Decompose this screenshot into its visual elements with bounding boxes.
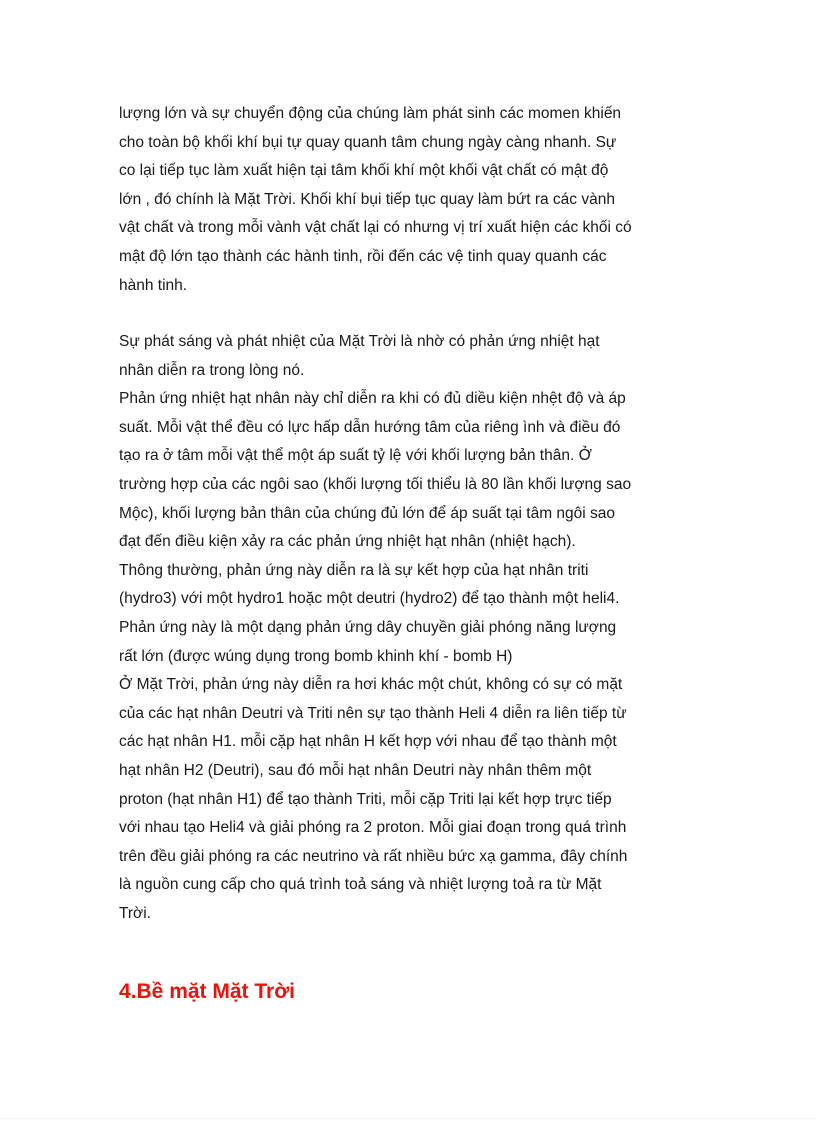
paragraph-line: proton (hạt nhân H1) để tạo thành Triti, mỗi cặp Triti lại kết hợp trực tiếp xyxy=(119,790,612,808)
paragraph-line: hạt nhân H2 (Deutri), sau đó mỗi hạt nhân Deutri này nhân thêm một xyxy=(119,761,592,779)
paragraph-formation xyxy=(119,100,699,300)
paragraph-line: với nhau tạo Heli4 và giải phóng ra 2 proton. Mỗi giai đoạn trong quá trình xyxy=(119,819,627,837)
paragraph-line: lượng lớn và sự chuyển động của chúng làm phát sinh các momen khiến xyxy=(119,105,622,122)
paragraph-line: Phản ứng này là một dạng phản ứng dây chuyền giải phóng năng lượng xyxy=(119,618,617,636)
paragraph-line: nhân diễn ra trong lòng nó. xyxy=(119,361,305,379)
paragraph-line: vật chất và trong mỗi vành vật chất lại có nhưng vị trí xuất hiện các khối có xyxy=(119,219,632,237)
paragraph-line: các hạt nhân H1. mỗi cặp hạt nhân H kết hợp với nhau để tạo thành một xyxy=(119,733,617,751)
paragraph-line: Sự phát sáng và phát nhiệt của Mặt Trời là nhờ có phản ứng nhiệt hạt xyxy=(119,333,600,350)
paragraph-line: co lại tiếp tục làm xuất hiện tại tâm khối khí một khối vật chất có mật độ xyxy=(119,162,609,180)
section-heading: 4.Bề mặt Mặt Trời xyxy=(119,980,295,1003)
paragraph-line: Phản ứng nhiệt hạt nhân này chỉ diễn ra khi có đủ diều kiện nhệt độ và áp xyxy=(119,390,626,408)
paragraph-line: mật độ lớn tạo thành các hành tinh, rồi đến các vệ tinh quay quanh các xyxy=(119,247,607,265)
paragraph-line: Mộc), khối lượng bản thân của chúng đủ lớn để áp suất tại tâm ngôi sao xyxy=(119,504,616,522)
paragraph-line: trên đều giải phóng ra các neutrino và rất nhiều bức xạ gamma, đây chính xyxy=(119,847,628,865)
paragraph-line: Trời. xyxy=(119,904,151,922)
paragraph-line: trường hợp của các ngôi sao (khối lượng tối thiểu là 80 lần khối lượng sao xyxy=(119,475,632,493)
paragraph-line: đạt đến điều kiện xảy ra các phản ứng nhiệt hạt nhân (nhiệt hạch). xyxy=(119,533,576,551)
paragraph-line: lớn , đó chính là Mặt Trời. Khối khí bụi tiếp tục quay làm bứt ra các vành xyxy=(119,190,615,208)
paragraph-line: suất. Mỗi vật thể đều có lực hấp dẫn hướng tâm của riêng ình và điều đó xyxy=(119,418,621,436)
paragraph-line: cho toàn bộ khối khí bụi tự quay quanh tâm chung ngày càng nhanh. Sự xyxy=(119,133,617,151)
paragraph-line: Thông thường, phản ứng này diễn ra là sự kết hợp của hạt nhân triti xyxy=(119,561,589,579)
page-bottom-divider xyxy=(0,1118,816,1119)
paragraph-line: của các hạt nhân Deutri và Triti nên sự tạo thành Heli 4 diễn ra liên tiếp từ xyxy=(119,704,627,722)
paragraph-fusion xyxy=(119,328,699,928)
paragraph-line: rất lớn (được wúng dụng trong bomb khinh khí - bomb H) xyxy=(119,647,513,665)
paragraph-line: hành tinh. xyxy=(119,276,188,294)
paragraph-line: (hydro3) với một hydro1 hoặc một deutri (hydro2) để tạo thành một heli4. xyxy=(119,590,620,608)
paragraph-line: tạo ra ở tâm mỗi vật thể một áp suất tỷ lệ với khối lượng bản thân. Ở xyxy=(119,447,592,465)
paragraph-line: là nguồn cung cấp cho quá trình toả sáng và nhiệt lượng toả ra từ Mặt xyxy=(119,876,602,894)
paragraph-line: Ở Mặt Trời, phản ứng này diễn ra hơi khác một chút, không có sự có mặt xyxy=(119,676,623,694)
